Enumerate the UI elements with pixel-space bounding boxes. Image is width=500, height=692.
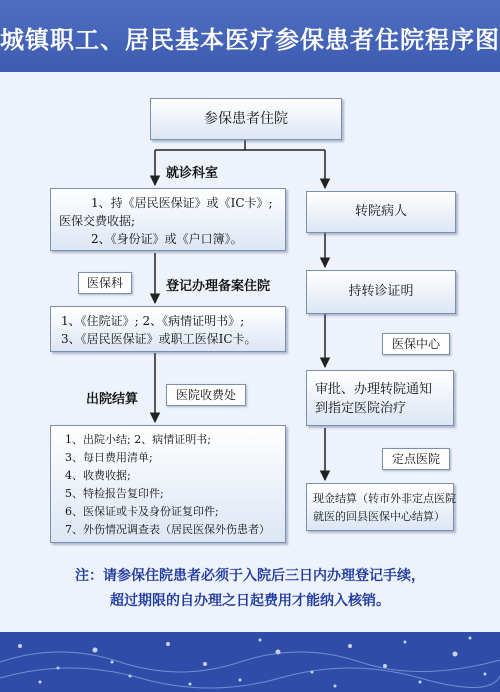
node-step3-discharge-documents (50, 425, 286, 543)
node-start-hospitalization (150, 98, 342, 140)
label-register: 登记办理备案住院 (166, 279, 271, 294)
step3-line-1: 1、出院小结; 2、病情证明书; (65, 433, 211, 446)
step3-line-2: 3、每日费用清单; (65, 451, 153, 464)
node-referral-certificate (306, 270, 456, 314)
node-transfer-label: 转院病人 (354, 204, 407, 219)
note-line-2: 超过期限的自办理之日起费用才能纳入核销。 (110, 593, 390, 609)
note-line-1: 注：请参保住院患者必须于入院后三日内办理登记手续， (75, 568, 425, 584)
node-approval-transfer (306, 370, 454, 426)
step2-line-2: 3、《居民医保证》或职工医保IC卡。 (61, 332, 257, 346)
step1-line-3: 2、《身份证》或《户口簿》。 (91, 232, 243, 246)
decorative-footer (0, 632, 500, 692)
approve-line-1: 审批、办理转院通知 (315, 382, 433, 397)
step2-line-1: 1、《住院证》; 2、《病情证明书》; (61, 314, 245, 328)
tag-designated-hospital: 定点医院 (382, 448, 450, 470)
step3-line-5: 6、医保证或卡及身份证复印件; (65, 505, 219, 518)
tag-billing-office: 医院收费处 (166, 384, 246, 406)
node-step2-documents (50, 306, 286, 352)
step1-line-1: 1、持《居民医保证》或《IC卡》; (91, 196, 273, 210)
tag-insurance-center: 医保中心 (382, 333, 450, 355)
settle-line-1: 现金结算（转市外非定点医院 (313, 492, 456, 505)
page-title: 城镇职工、居民基本医疗参保患者住院程序图 (0, 26, 500, 54)
node-step1-documents (50, 188, 286, 251)
label-clinic: 就诊科室 (166, 166, 219, 181)
settle-line-2: 就医的回县医保中心结算） (313, 510, 445, 523)
node-start-label: 参保患者住院 (204, 111, 288, 127)
step3-line-6: 7、外伤情况调查表（居民医保外伤患者） (65, 523, 270, 536)
step3-line-3: 4、收费收据; (65, 469, 131, 482)
approve-line-2: 到指定医院治疗 (315, 401, 407, 416)
label-discharge: 出院结算 (86, 392, 139, 407)
tag-insurance-dept: 医保科 (78, 272, 132, 294)
step3-line-4: 5、特检报告复印件; (65, 487, 164, 500)
node-cert-label: 持转诊证明 (348, 284, 414, 299)
node-transfer-patient (306, 191, 456, 233)
sparkle-decoration (0, 632, 500, 692)
node-cash-settlement (306, 483, 454, 531)
step1-line-2: 医保交费收据; (59, 214, 136, 228)
